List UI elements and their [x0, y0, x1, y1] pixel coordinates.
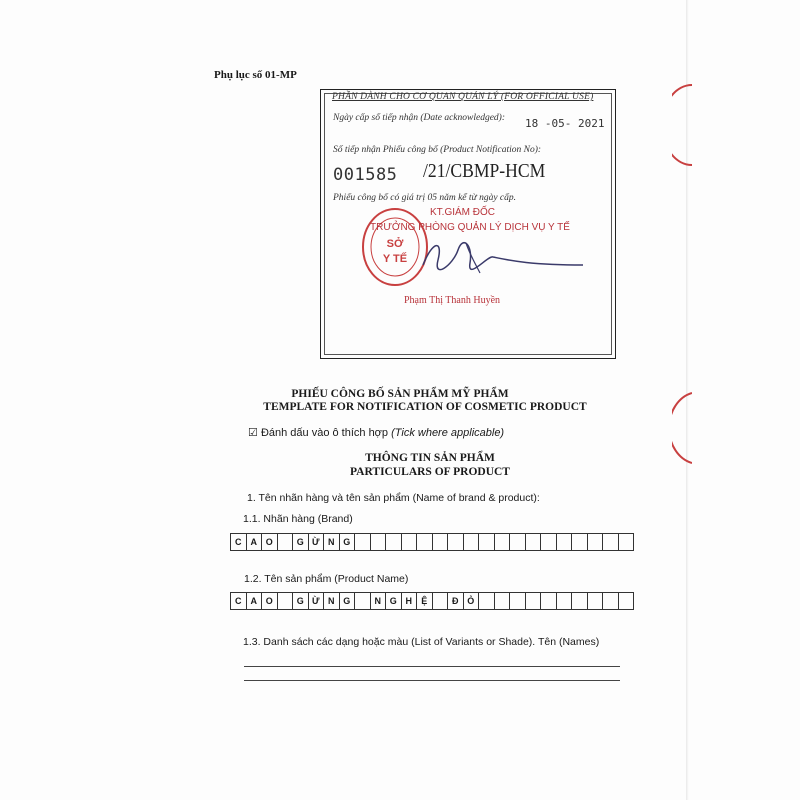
- tick-instruction: [248, 426, 504, 439]
- letter-cell[interactable]: [509, 592, 526, 610]
- edge-stamp-icon: [672, 80, 692, 170]
- tick-note-vi: Đánh dấu vào ô thích hợp: [260, 427, 389, 439]
- letter-cell[interactable]: Đ: [447, 592, 464, 610]
- letter-cell[interactable]: [571, 533, 588, 551]
- letter-cell[interactable]: [401, 533, 418, 551]
- letter-cell[interactable]: [618, 533, 635, 551]
- question-1-2: 1.2. Tên sản phẩm (Product Name): [244, 573, 409, 585]
- letter-cell[interactable]: [370, 533, 387, 551]
- letter-cell[interactable]: [494, 592, 511, 610]
- letter-cell[interactable]: [463, 533, 480, 551]
- letter-cell[interactable]: G: [292, 533, 309, 551]
- letter-cell[interactable]: [571, 592, 588, 610]
- letter-cell[interactable]: [587, 592, 604, 610]
- letter-cell[interactable]: O: [261, 592, 278, 610]
- letter-cell[interactable]: [556, 533, 573, 551]
- letter-cell[interactable]: [602, 592, 619, 610]
- letter-cell[interactable]: Ừ: [308, 533, 325, 551]
- seal-text-2: Y TẾ: [382, 253, 408, 265]
- date-acknowledged-label: Ngày cấp số tiếp nhận (Date acknowledged):: [333, 113, 506, 123]
- letter-cell[interactable]: G: [292, 592, 309, 610]
- letter-cell[interactable]: G: [339, 592, 356, 610]
- letter-cell[interactable]: [494, 533, 511, 551]
- letter-cell[interactable]: N: [370, 592, 387, 610]
- letter-cell[interactable]: [277, 592, 294, 610]
- form-title-en: TEMPLATE FOR NOTIFICATION OF COSMETIC PRODUCT: [263, 401, 587, 413]
- question-1-1: 1.1. Nhãn hàng (Brand): [243, 513, 353, 525]
- letter-cell[interactable]: C: [230, 533, 247, 551]
- letter-cell[interactable]: [540, 533, 557, 551]
- signer-name: Phạm Thị Thanh Huyền: [404, 295, 501, 306]
- letter-cell[interactable]: [556, 592, 573, 610]
- letter-cell[interactable]: G: [385, 592, 402, 610]
- notification-number-label: Số tiếp nhận Phiếu công bố (Product Notification No):: [333, 145, 542, 155]
- letter-cell[interactable]: H: [401, 592, 418, 610]
- letter-cell[interactable]: C: [230, 592, 247, 610]
- letter-cell[interactable]: [540, 592, 557, 610]
- form-title-vi: PHIẾU CÔNG BỐ SẢN PHẨM MỸ PHẨM: [291, 388, 509, 400]
- letter-cell[interactable]: [525, 592, 542, 610]
- letter-cell[interactable]: [478, 533, 495, 551]
- notification-number-code: /21/CBMP-HCM: [423, 160, 546, 182]
- letter-cell[interactable]: [525, 533, 542, 551]
- letter-cell[interactable]: A: [246, 533, 263, 551]
- section-title-en: PARTICULARS OF PRODUCT: [350, 466, 510, 478]
- seal-text-1: SỞ: [386, 238, 404, 250]
- brand-grid[interactable]: [231, 533, 634, 551]
- letter-cell[interactable]: [602, 533, 619, 551]
- letter-cell[interactable]: [385, 533, 402, 551]
- letter-cell[interactable]: [478, 592, 495, 610]
- letter-cell[interactable]: N: [323, 592, 340, 610]
- variants-line-1[interactable]: [244, 666, 620, 667]
- letter-cell[interactable]: [354, 592, 371, 610]
- stamp-line-2: TRƯỞNG PHÒNG QUẢN LÝ DỊCH VỤ Y TẾ: [370, 222, 570, 233]
- appendix-label: Phụ lục số 01-MP: [214, 69, 297, 81]
- letter-cell[interactable]: G: [339, 533, 356, 551]
- letter-cell[interactable]: [618, 592, 635, 610]
- letter-cell[interactable]: [432, 533, 449, 551]
- date-acknowledged-value: 18 -05- 2021: [525, 117, 605, 130]
- question-1: 1. Tên nhãn hàng và tên sản phẩm (Name of brand & product):: [247, 492, 540, 504]
- letter-cell[interactable]: [509, 533, 526, 551]
- variants-line-2[interactable]: [244, 680, 620, 681]
- letter-cell[interactable]: [354, 533, 371, 551]
- letter-cell[interactable]: [416, 533, 433, 551]
- letter-cell[interactable]: A: [246, 592, 263, 610]
- letter-cell[interactable]: O: [261, 533, 278, 551]
- checkbox-icon: ☑: [248, 427, 258, 439]
- letter-cell[interactable]: Ệ: [416, 592, 433, 610]
- question-1-3: 1.3. Danh sách các dạng hoặc màu (List of Variants or Shade). Tên (Names): [243, 636, 600, 648]
- validity-note: Phiếu công bố có giá trị 05 năm kể từ ngày cấp.: [333, 193, 517, 203]
- notification-number-serial: 001585: [333, 165, 398, 185]
- letter-cell[interactable]: N: [323, 533, 340, 551]
- letter-cell[interactable]: Ỏ: [463, 592, 480, 610]
- stamp-line-1: KT.GIÁM ĐỐC: [430, 207, 496, 218]
- section-title-vi: THÔNG TIN SẢN PHẨM: [365, 452, 495, 464]
- signature-icon: [418, 235, 588, 280]
- product-name-grid[interactable]: [231, 592, 634, 610]
- letter-cell[interactable]: [432, 592, 449, 610]
- letter-cell[interactable]: Ừ: [308, 592, 325, 610]
- letter-cell[interactable]: [587, 533, 604, 551]
- tick-note-en: (Tick where applicable): [391, 427, 505, 439]
- letter-cell[interactable]: [277, 533, 294, 551]
- letter-cell[interactable]: [447, 533, 464, 551]
- official-box-heading: PHẦN DÀNH CHO CƠ QUAN QUẢN LÝ (FOR OFFICIAL USE): [332, 92, 594, 102]
